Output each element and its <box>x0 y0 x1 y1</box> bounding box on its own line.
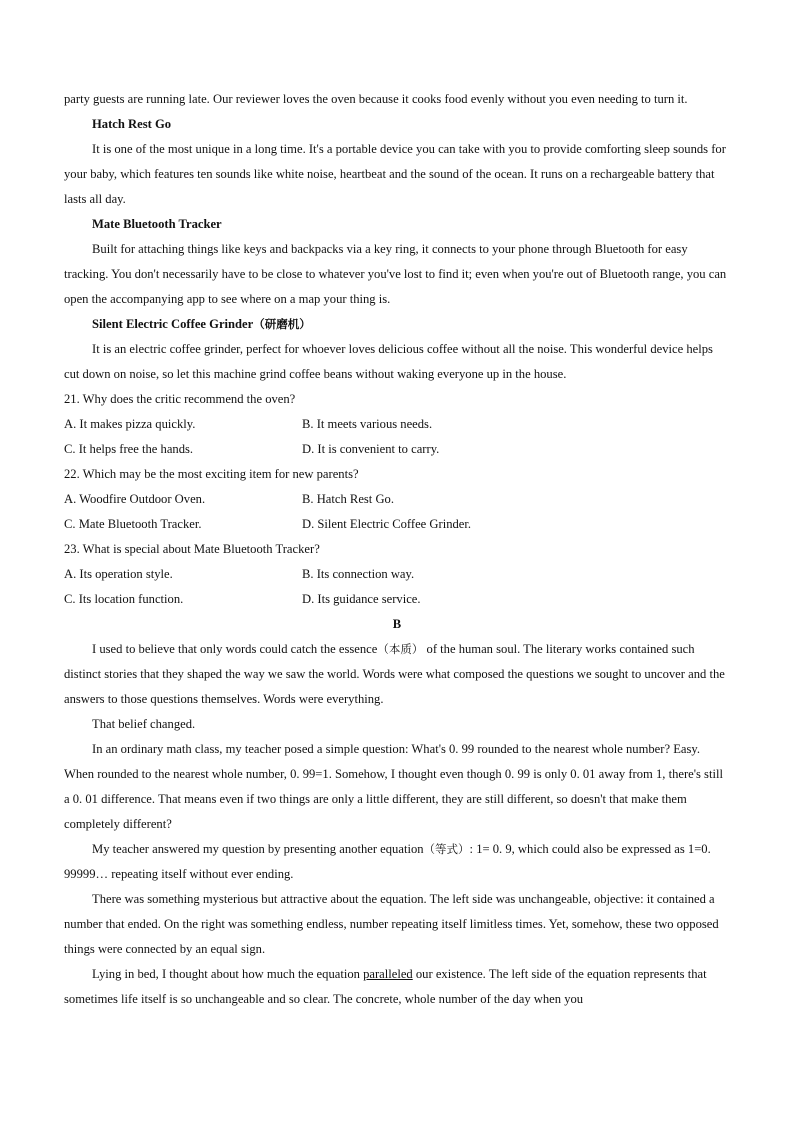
passage-b-p4-before: My teacher answered my question by presenting another equation <box>92 842 424 856</box>
question-22-stem: 22. Which may be the most exciting item for new parents? <box>64 467 359 481</box>
question-21-options-row-2 <box>64 437 730 462</box>
item-title-hatch: Hatch Rest Go <box>92 117 172 131</box>
passage-b-paragraph-2: That belief changed. <box>92 717 196 731</box>
question-21-option-a: A. It makes pizza quickly. <box>64 417 196 431</box>
passage-b-paragraph-5: There was something mysterious but attractive about the equation. The left side was unchangeable, objective: it contained a number that ended. On the right was something endless, number repeating itself limitless times. Yet, somehow, these two opposed things were connected by an equal sign. <box>64 892 719 956</box>
question-22-options-row-2 <box>64 512 730 537</box>
question-21-options-row-1 <box>64 412 730 437</box>
item-title-grinder-text: Silent Electric Coffee Grinder <box>92 317 254 331</box>
passage-b-p4-after: : 1= 0. 9, which could also be expressed as 1=0. 99999… repeating itself without ever ending. <box>64 842 711 881</box>
question-22-options-row-1 <box>64 487 730 512</box>
question-23-option-c: C. Its location function. <box>64 592 184 606</box>
passage-b-paragraph-6 <box>64 962 730 1012</box>
question-23-option-a: A. Its operation style. <box>64 567 173 581</box>
passage-b-p6-before: Lying in bed, I thought about how much the equation <box>92 967 364 981</box>
item-title-grinder-note: （研磨机） <box>253 317 311 331</box>
passage-b-paragraph-1 <box>64 637 730 712</box>
item-title-grinder <box>64 312 730 337</box>
question-21-option-d: D. It is convenient to carry. <box>302 442 440 456</box>
passage-b-p1-before: I used to believe that only words could catch the essence <box>92 642 378 656</box>
question-21-option-b: B. It meets various needs. <box>302 417 433 431</box>
question-23-options-row-1 <box>64 562 730 587</box>
question-22-option-c: C. Mate Bluetooth Tracker. <box>64 517 202 531</box>
document-page <box>64 87 730 1012</box>
item-title-tracker: Mate Bluetooth Tracker <box>92 217 222 231</box>
passage-b-p1-after: of the human soul. The literary works contained such distinct stories that they shaped the way we saw the world. Words were what composed the questions we sought to uncover and the answers to those questions themselves. Words were everything. <box>64 642 725 706</box>
question-22-option-b: B. Hatch Rest Go. <box>302 492 394 506</box>
passage-b-underlined-word: paralleled <box>363 967 413 981</box>
question-21-stem: 21. Why does the critic recommend the oven? <box>64 392 296 406</box>
question-23-options-row-2 <box>64 587 730 612</box>
item-text-hatch: It is one of the most unique in a long time. It's a portable device you can take with you to provide comforting sleep sounds for your baby, which features ten sounds like white noise, heartbeat and the sound of the ocean. It runs on a rechargeable battery that lasts all day. <box>64 142 726 206</box>
item-text-tracker: Built for attaching things like keys and backpacks via a key ring, it connects to your phone through Bluetooth for easy tracking. You don't necessarily have to be close to whatever you've lost to find it; even when you're out of Bluetooth range, you can open the accompanying app to see where on a map your thing is. <box>64 242 727 306</box>
passage-b-p6-after: our existence. The left side of the equation represents that sometimes life itself is so unchangeable and so clear. The concrete, whole number of the day when you <box>64 967 707 1006</box>
question-21-option-c: C. It helps free the hands. <box>64 442 194 456</box>
question-22-option-a: A. Woodfire Outdoor Oven. <box>64 492 206 506</box>
passage-b-p4-note: （等式） <box>423 842 470 856</box>
passage-b-paragraph-3: In an ordinary math class, my teacher posed a simple question: What's 0. 99 rounded to the nearest whole number? Easy. When rounded to the nearest whole number, 0. 99=1. Somehow, I thought even though 0. 99 is only 0. 01 away from 1, there's still a 0. 01 difference. That means even if two things are only a little different, they are still different, so doesn't that make them completely different? <box>64 742 723 831</box>
passage-b-paragraph-4 <box>64 837 730 887</box>
item-text-grinder: It is an electric coffee grinder, perfect for whoever loves delicious coffee without all the noise. This wonderful device helps cut down on noise, so let this machine grind coffee beans without waking everyone up in the house. <box>64 342 713 381</box>
question-23-option-b: B. Its connection way. <box>302 567 415 581</box>
question-23-option-d: D. Its guidance service. <box>302 592 421 606</box>
question-23-stem: 23. What is special about Mate Bluetooth Tracker? <box>64 542 320 556</box>
section-heading-b: B <box>392 617 402 631</box>
oven-review-tail: party guests are running late. Our reviewer loves the oven because it cooks food evenly without you even needing to turn it. <box>64 92 688 106</box>
passage-b-p1-note: （本质） <box>377 642 424 656</box>
question-22-option-d: D. Silent Electric Coffee Grinder. <box>302 517 472 531</box>
